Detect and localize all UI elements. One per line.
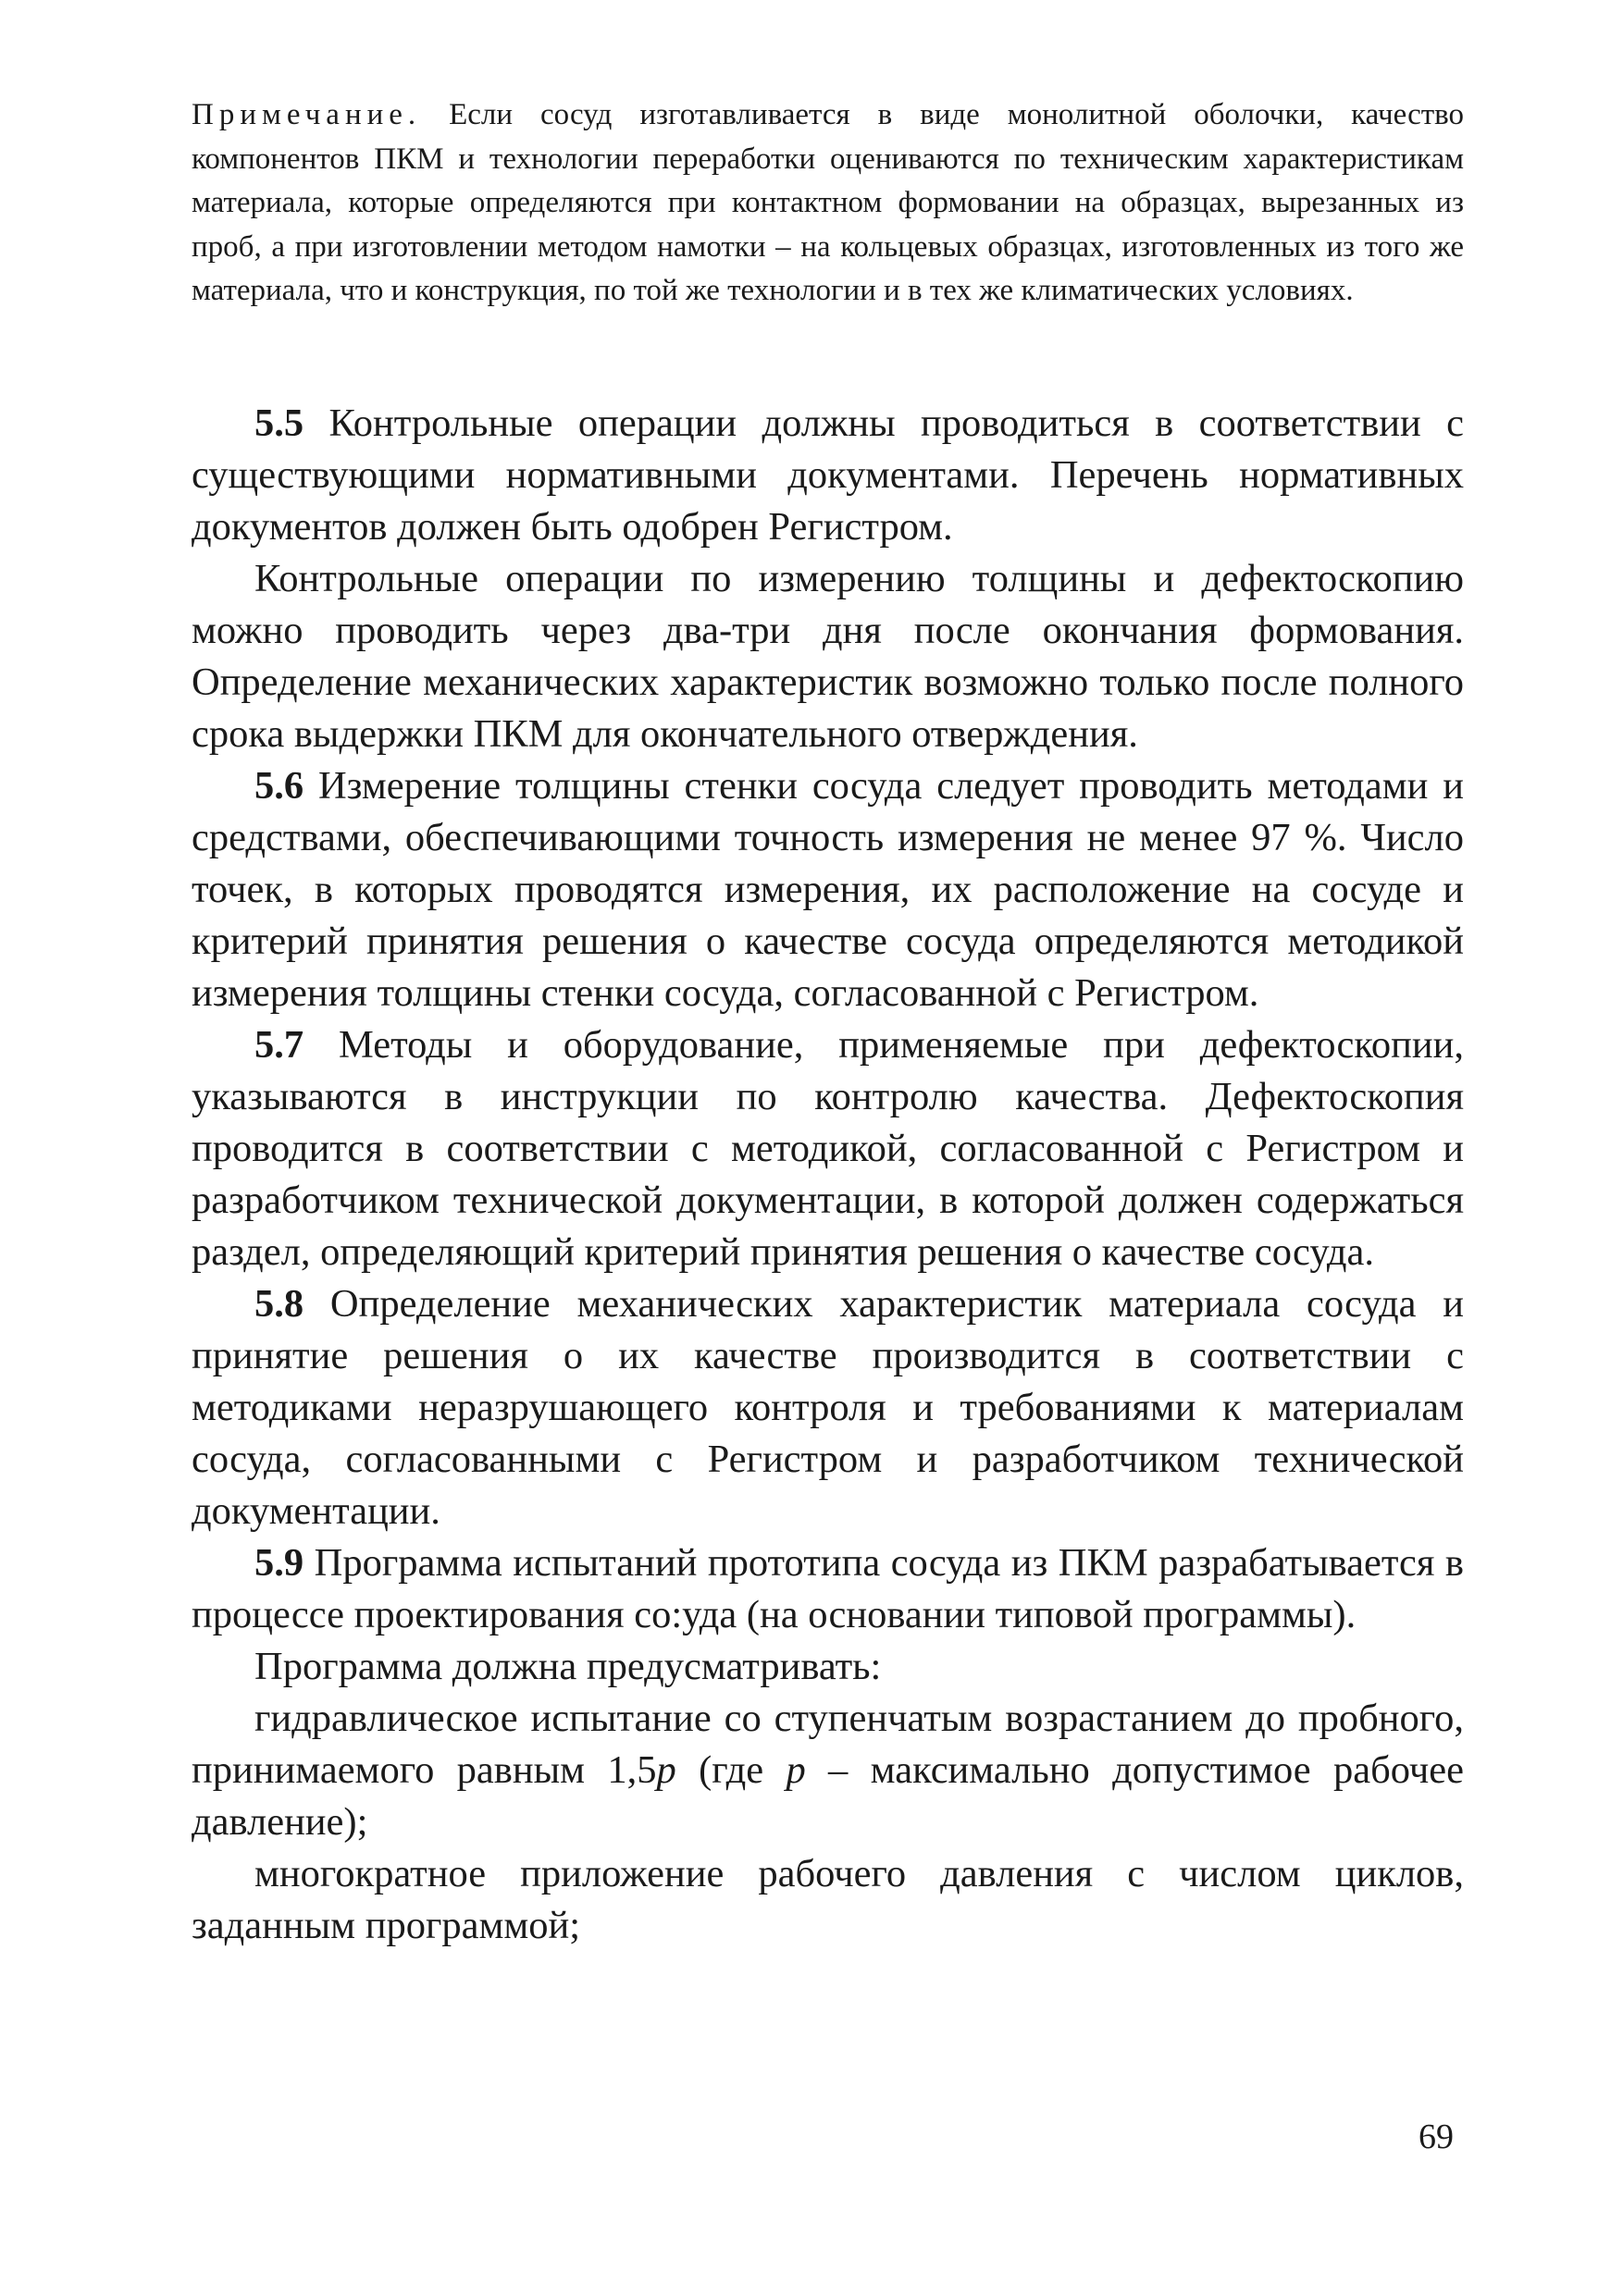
note-text: Если сосуд изготавливается в виде монолитной оболочки, качество компонентов ПКМ и технологии переработки оцениваются по техническим характеристикам материала, которые определяются при контактном формовании на образцах, вырезанных из проб, а при изготовлении методом намотки – на кольцевых образцах, изготовленных из того же материала, что и конструкция, по той же технологии и в тех же климатических условиях. — [192, 98, 1464, 307]
list-item-text: – максимально допустимое рабочее давление); — [192, 1748, 1464, 1844]
variable-p: p — [656, 1748, 676, 1792]
paragraph-text: Определение механических характеристик материала сосуда и принятие решения о их качестве производится в соответствии с методиками неразрушающего контроля и требованиями к материалам сосуда, согласованными с Регистром и разработчиком технической документации. — [192, 1282, 1464, 1533]
variable-p: p — [786, 1748, 806, 1792]
paragraph-5-7 — [192, 1019, 1464, 1278]
paragraph-5-9-continued — [192, 1641, 1464, 1693]
paragraph-5-6 — [192, 760, 1464, 1019]
section-number: 5.8 — [254, 1282, 304, 1326]
paragraph-5-5-continued — [192, 553, 1464, 760]
list-item-text: многократное приложение рабочего давления с числом циклов, заданным программой; — [192, 1852, 1464, 1947]
section-number: 5.7 — [254, 1023, 304, 1067]
list-item-cyclic-pressure — [192, 1848, 1464, 1952]
list-item-text: (где — [675, 1748, 787, 1792]
page-number: 69 — [1419, 2117, 1454, 2156]
body-text — [192, 398, 1464, 1952]
paragraph-5-9 — [192, 1537, 1464, 1641]
section-number: 5.6 — [254, 764, 304, 808]
section-number: 5.5 — [254, 401, 304, 445]
list-item-hydraulic-test — [192, 1693, 1464, 1848]
paragraph-text: Контрольные операции должны проводиться в соответствии с существующими нормативными документами. Перечень нормативных документов должен быть одобрен Регистром. — [192, 401, 1464, 549]
list-item-text: гидравлическое испытание со ступенчатым возрастанием до пробного, принимаемого равным 1,5 — [192, 1697, 1464, 1792]
paragraph-text: Методы и оборудование, применяемые при дефектоскопии, указываются в инструкции по контролю качества. Дефектоскопия проводится в соответствии с методикой, согласованной с Регистром и разработчиком технической документации, в которой должен содержаться раздел, определяющий критерий принятия решения о качестве сосуда. — [192, 1023, 1464, 1274]
paragraph-5-8 — [192, 1278, 1464, 1537]
paragraph-text: Измерение толщины стенки сосуда следует проводить методами и средствами, обеспечивающими точность измерения не менее 97 %. Число точек, в которых проводятся измерения, их расположение на сосуде и критерий принятия решения о качестве сосуда определяются методикой измерения толщины стенки сосуда, согласованной с Регистром. — [192, 764, 1464, 1015]
paragraph-text: Программа должна предусматривать: — [254, 1645, 882, 1688]
section-number: 5.9 — [254, 1541, 304, 1585]
paragraph-text: Программа испытаний прототипа сосуда из ПКМ разрабатывается в процессе проектирования со:уда (на основании типовой программы). — [192, 1541, 1464, 1636]
paragraph-5-5 — [192, 398, 1464, 553]
paragraph-text: Контрольные операции по измерению толщины и дефектоскопию можно проводить через два-три дня после окончания формования. Определение механических характеристик возможно только после полного срока выдержки ПКМ для окончательного отверждения. — [192, 557, 1464, 756]
note-label: Примечание. — [192, 98, 422, 131]
note-paragraph — [192, 93, 1464, 314]
